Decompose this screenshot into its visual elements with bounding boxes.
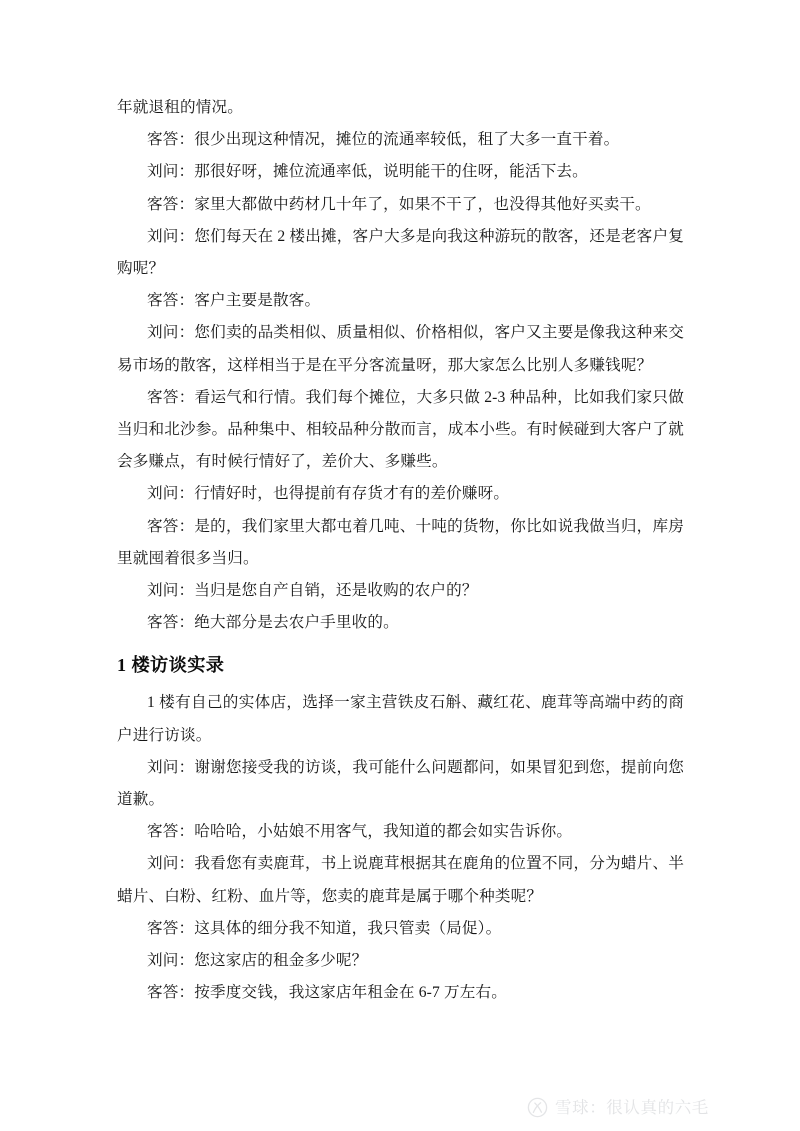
paragraph: 刘问：谢谢您接受我的访谈，我可能什么问题都问，如果冒犯到您，提前向您道歉。 (117, 758, 684, 809)
paragraph: 刘问：您们卖的品类相似、质量相似、价格相似，客户又主要是像我这种来交易市场的散客，这样相当于是在平分客流量呀，那大家怎么比别人多赚钱呢？ (117, 324, 684, 374)
paragraph: 客答：客户主要是散客。 (147, 292, 321, 310)
paragraph: 刘问：那很好呀，摊位流通率低，说明能干的住呀，能活下去。 (147, 163, 588, 181)
paragraph: 客答：很少出现这种情况，摊位的流通率较低，租了大多一直干着。 (147, 131, 620, 149)
watermark (527, 1097, 709, 1118)
document-text-body (117, 92, 684, 1009)
paragraph: 客答：是的，我们家里大都屯着几吨、十吨的货物，你比如说我做当归，库房里就囤着很多当归。 (117, 517, 684, 567)
watermark-label: 雪球：很认真的六毛 (555, 1098, 709, 1117)
paragraph: 客答：家里大都做中药材几十年了，如果不干了，也没得其他好买卖干。 (147, 195, 651, 213)
paragraph: 1 楼有自己的实体店，选择一家主营铁皮石斛、藏红花、鹿茸等高端中药的商户进行访谈。 (117, 694, 684, 744)
paragraph: 刘问：行情好时，也得提前有存货才有的差价赚呀。 (147, 485, 510, 503)
paragraph: 客答：绝大部分是去农户手里收的。 (147, 614, 399, 632)
paragraph: 刘问：您这家店的租金多少呢？ (147, 952, 368, 970)
paragraph: 客答：按季度交钱，我这家店年租金在 6-7 万左右。 (147, 984, 507, 1002)
xueqiu-logo-icon (527, 1097, 548, 1118)
paragraph: 年就退租的情况。 (117, 99, 243, 116)
paragraph: 刘问：我看您有卖鹿茸，书上说鹿茸根据其在鹿角的位置不同，分为蜡片、半蜡片、白粉、红粉、血片等，您卖的鹿茸是属于哪个种类呢？ (117, 855, 684, 905)
paragraph: 刘问：当归是您自产自销，还是收购的农户的？ (147, 582, 478, 600)
paragraph: 客答：看运气和行情。我们每个摊位，大多只做 2-3 种品种，比如我们家只做当归和北沙参。品种集中、相较品种分散而言，成本小些。有时候碰到大客户了就会多赚点，有时候行情好了，差价大、多赚些。 (117, 388, 684, 471)
paragraph: 客答：这具体的细分我不知道，我只管卖（局促）。 (147, 919, 502, 937)
paragraph: 刘问：您们每天在 2 楼出摊，客户大多是向我这种游玩的散客，还是老客户复购呢？ (117, 227, 684, 278)
paragraph: 客答：哈哈哈，小姑娘不用客气，我知道的都会如实告诉你。 (147, 823, 573, 841)
section-heading: 1 楼访谈实录 (117, 655, 225, 676)
